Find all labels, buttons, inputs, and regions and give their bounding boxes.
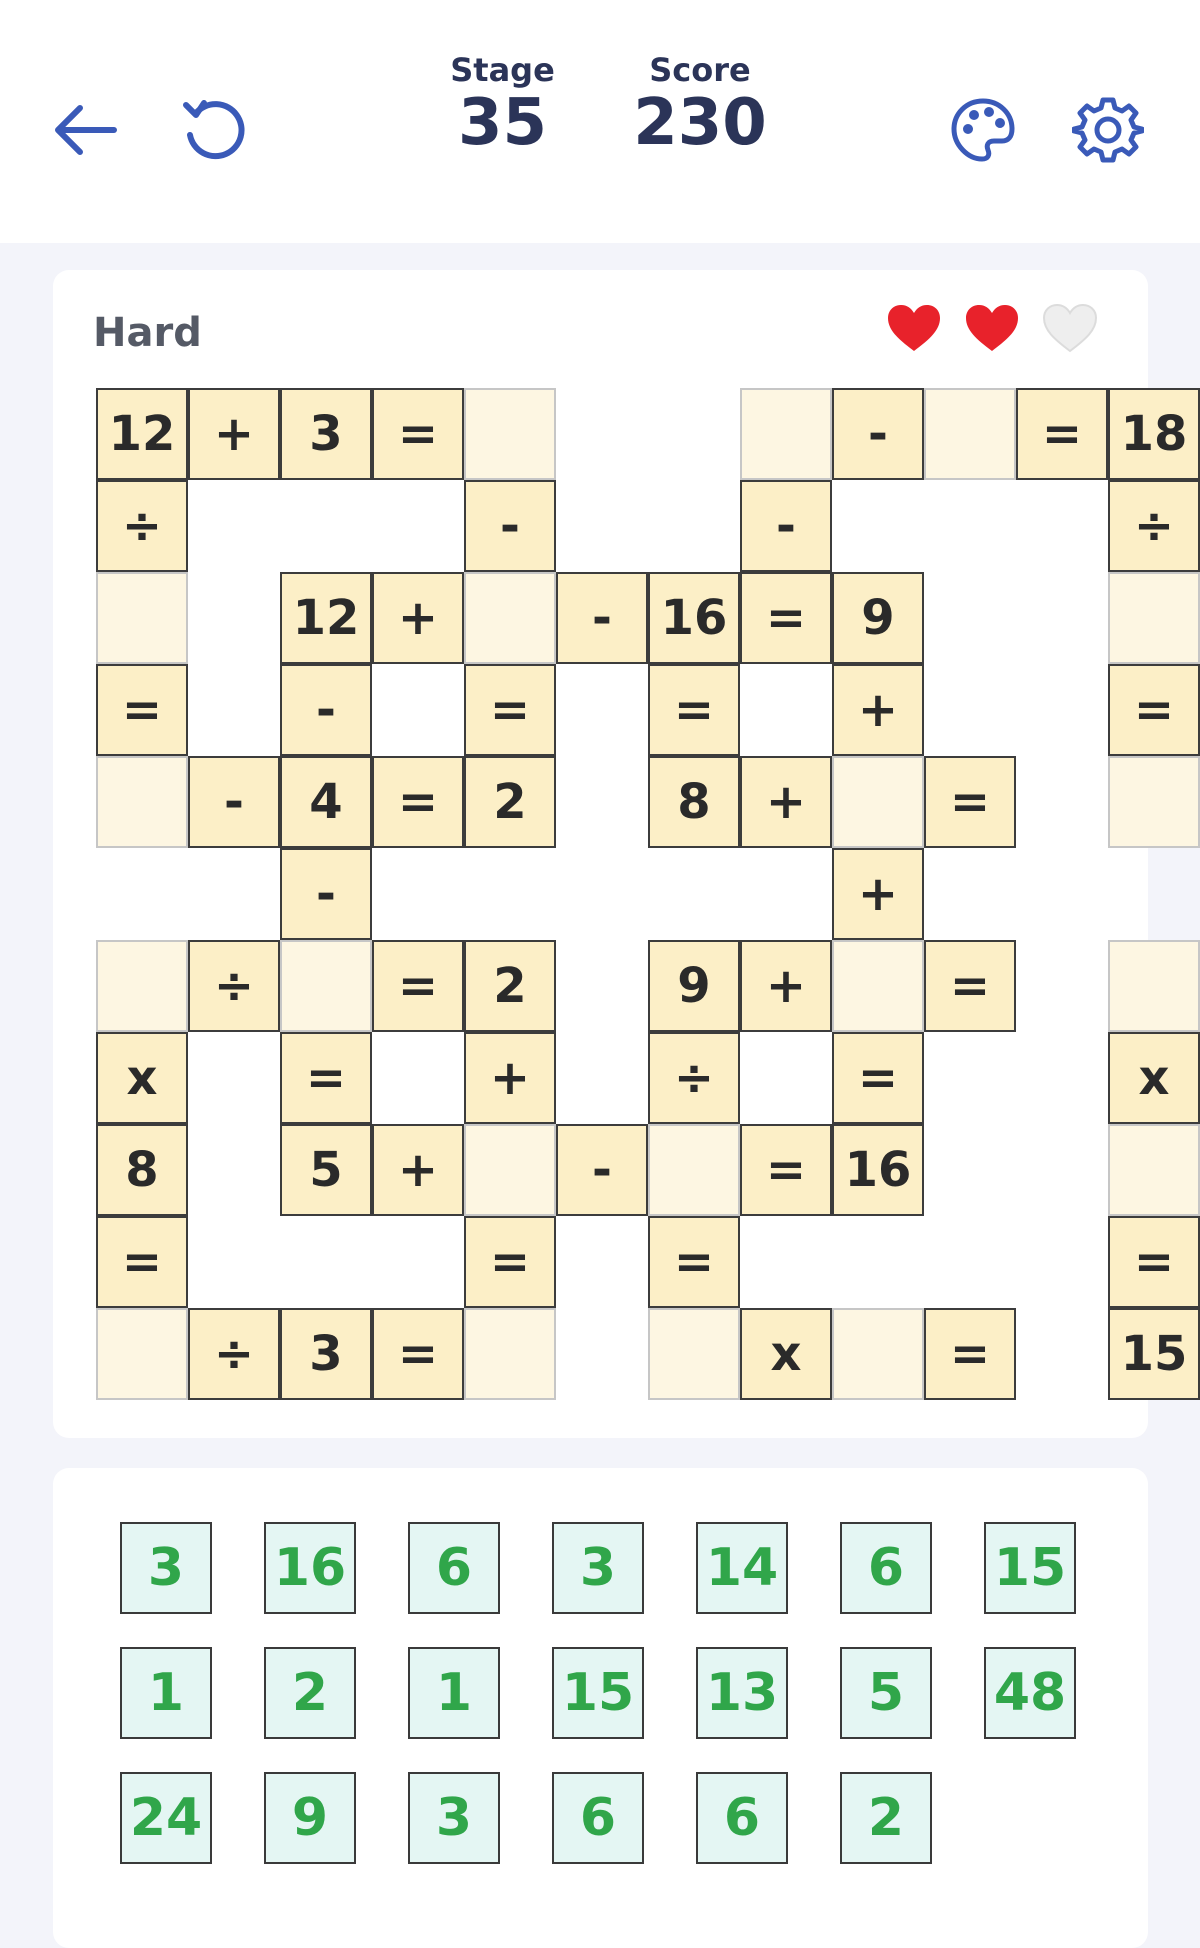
number-tile[interactable]: 15	[984, 1522, 1076, 1614]
restart-icon	[178, 95, 248, 165]
operator-cell: =	[96, 664, 188, 756]
operator-cell: =	[372, 1308, 464, 1400]
number-tile[interactable]: 15	[552, 1647, 644, 1739]
operator-cell: =	[280, 1032, 372, 1124]
score-label: Score	[649, 51, 751, 89]
operator-cell: +	[188, 388, 280, 480]
stage-label: Stage	[450, 51, 555, 89]
empty-cell[interactable]	[280, 940, 372, 1032]
empty-cell[interactable]	[740, 388, 832, 480]
number-tile[interactable]: 3	[120, 1522, 212, 1614]
operator-cell: +	[372, 1124, 464, 1216]
operator-cell: -	[740, 480, 832, 572]
number-tile[interactable]: 3	[408, 1772, 500, 1864]
operator-cell: =	[924, 940, 1016, 1032]
operator-cell: ÷	[188, 1308, 280, 1400]
number-cell: 9	[648, 940, 740, 1032]
palette-icon	[948, 95, 1018, 165]
number-tile[interactable]: 14	[696, 1522, 788, 1614]
empty-cell[interactable]	[1108, 572, 1200, 664]
number-tile[interactable]: 16	[264, 1522, 356, 1614]
operator-cell: x	[740, 1308, 832, 1400]
operator-cell: -	[464, 480, 556, 572]
number-cell: 2	[464, 756, 556, 848]
operator-cell: ÷	[648, 1032, 740, 1124]
theme-button[interactable]	[938, 85, 1028, 175]
operator-cell: =	[372, 388, 464, 480]
score-value: 230	[633, 86, 767, 160]
number-cell: 4	[280, 756, 372, 848]
number-tile[interactable]: 6	[408, 1522, 500, 1614]
empty-cell[interactable]	[464, 388, 556, 480]
gear-icon	[1072, 94, 1144, 166]
operator-cell: =	[1108, 664, 1200, 756]
settings-button[interactable]	[1063, 85, 1153, 175]
operator-cell: =	[372, 940, 464, 1032]
number-tile[interactable]: 2	[264, 1647, 356, 1739]
operator-cell: =	[740, 1124, 832, 1216]
operator-cell: =	[464, 664, 556, 756]
operator-cell: -	[280, 664, 372, 756]
top-bar	[0, 0, 1200, 243]
number-tile[interactable]: 6	[840, 1522, 932, 1614]
operator-cell: +	[464, 1032, 556, 1124]
operator-cell: -	[188, 756, 280, 848]
number-cell: 12	[280, 572, 372, 664]
stage-value: 35	[457, 86, 548, 160]
operator-cell: -	[832, 388, 924, 480]
empty-cell[interactable]	[832, 940, 924, 1032]
number-tile[interactable]: 1	[408, 1647, 500, 1739]
operator-cell: =	[924, 756, 1016, 848]
operator-cell: +	[740, 940, 832, 1032]
empty-cell[interactable]	[1108, 940, 1200, 1032]
number-cell: 18	[1108, 388, 1200, 480]
empty-cell[interactable]	[96, 756, 188, 848]
empty-cell[interactable]	[1108, 1124, 1200, 1216]
empty-cell[interactable]	[832, 1308, 924, 1400]
number-cell: 3	[280, 1308, 372, 1400]
number-cell: 8	[648, 756, 740, 848]
empty-cell[interactable]	[832, 756, 924, 848]
operator-cell: +	[832, 664, 924, 756]
number-tile[interactable]: 5	[840, 1647, 932, 1739]
empty-cell[interactable]	[1108, 756, 1200, 848]
empty-cell[interactable]	[648, 1308, 740, 1400]
empty-cell[interactable]	[464, 1308, 556, 1400]
operator-cell: x	[1108, 1032, 1200, 1124]
operator-cell: =	[648, 1216, 740, 1308]
number-cell: 16	[832, 1124, 924, 1216]
number-cell: 8	[96, 1124, 188, 1216]
operator-cell: =	[924, 1308, 1016, 1400]
heart-full-icon	[964, 303, 1020, 353]
number-cell: 5	[280, 1124, 372, 1216]
number-cell: 3	[280, 388, 372, 480]
empty-cell[interactable]	[96, 940, 188, 1032]
operator-cell: -	[556, 572, 648, 664]
operator-cell: +	[740, 756, 832, 848]
operator-cell: =	[464, 1216, 556, 1308]
empty-cell[interactable]	[96, 572, 188, 664]
operator-cell: +	[372, 572, 464, 664]
empty-cell[interactable]	[648, 1124, 740, 1216]
heart-full-icon	[886, 303, 942, 353]
number-cell: 15	[1108, 1308, 1200, 1400]
number-cell: 2	[464, 940, 556, 1032]
operator-cell: ÷	[1108, 480, 1200, 572]
operator-cell: =	[648, 664, 740, 756]
number-tile[interactable]: 9	[264, 1772, 356, 1864]
operator-cell: =	[1016, 388, 1108, 480]
number-tile[interactable]: 6	[552, 1772, 644, 1864]
heart-empty-icon	[1042, 303, 1098, 353]
empty-cell[interactable]	[464, 1124, 556, 1216]
operator-cell: -	[280, 848, 372, 940]
number-cell: 12	[96, 388, 188, 480]
number-tile[interactable]: 24	[120, 1772, 212, 1864]
back-button[interactable]	[40, 85, 130, 175]
operator-cell: =	[1108, 1216, 1200, 1308]
operator-cell: ÷	[188, 940, 280, 1032]
arrow-left-icon	[50, 100, 120, 160]
score-display	[615, 52, 785, 158]
number-cell: 9	[832, 572, 924, 664]
operator-cell: =	[372, 756, 464, 848]
operator-cell: =	[832, 1032, 924, 1124]
number-tile[interactable]: 3	[552, 1522, 644, 1614]
operator-cell: ÷	[96, 480, 188, 572]
number-tile[interactable]: 48	[984, 1647, 1076, 1739]
empty-cell[interactable]	[464, 572, 556, 664]
number-tile[interactable]: 6	[696, 1772, 788, 1864]
restart-button[interactable]	[168, 85, 258, 175]
board-card	[53, 270, 1188, 1438]
difficulty-label: Hard	[93, 310, 202, 356]
operator-cell: +	[832, 848, 924, 940]
number-cell: 16	[648, 572, 740, 664]
empty-cell[interactable]	[924, 388, 1016, 480]
operator-cell: =	[740, 572, 832, 664]
puzzle-grid	[96, 388, 1188, 1400]
number-tray	[53, 1468, 1148, 1948]
operator-cell: =	[96, 1216, 188, 1308]
number-tile[interactable]: 1	[120, 1647, 212, 1739]
lives-indicator	[886, 303, 1098, 353]
operator-cell: x	[96, 1032, 188, 1124]
stage-display	[430, 52, 575, 158]
number-tile[interactable]: 2	[840, 1772, 932, 1864]
number-tile[interactable]: 13	[696, 1647, 788, 1739]
operator-cell: -	[556, 1124, 648, 1216]
empty-cell[interactable]	[96, 1308, 188, 1400]
